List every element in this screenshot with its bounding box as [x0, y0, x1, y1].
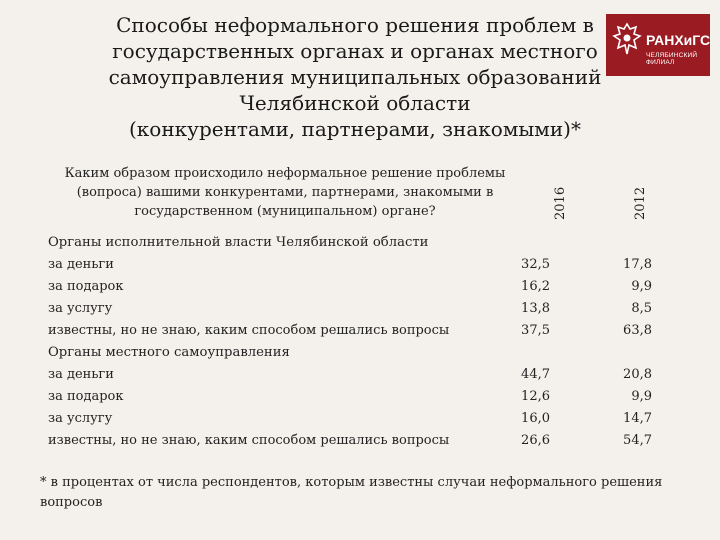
table-row: известны, но не знаю, каким способом решались вопросы 37,5 63,8 — [0, 320, 720, 342]
section-heading: Органы местного самоуправления — [48, 345, 290, 360]
value-2016: 16,2 — [521, 279, 550, 294]
table-row: за деньги 32,5 17,8 — [0, 254, 720, 276]
value-2012: 14,7 — [623, 411, 652, 426]
section-heading: Органы исполнительной власти Челябинской области — [48, 235, 429, 250]
table-row: за услугу 16,0 14,7 — [0, 408, 720, 430]
table-row: известны, но не знаю, каким способом решались вопросы 26,6 54,7 — [0, 430, 720, 452]
ranepa-logo — [606, 14, 710, 76]
logo-branch: ЧЕЛЯБИНСКИЙ ФИЛИАЛ — [646, 52, 698, 66]
eagle-emblem-icon — [612, 22, 642, 56]
value-2016: 37,5 — [521, 323, 550, 338]
value-2012: 9,9 — [631, 389, 652, 404]
column-header-2016: 2016 — [553, 186, 568, 220]
slide-title — [60, 12, 650, 142]
title-line: Челябинской области — [239, 91, 471, 115]
column-header-2012: 2012 — [633, 186, 648, 220]
table-question: Каким образом происходило неформальное решение проблемы (вопроса) вашими конкурентами, партнерами, знакомыми в государственном (муниципальном) органе? — [64, 166, 506, 219]
value-2016: 26,6 — [521, 433, 550, 448]
title-line: Способы неформального решения проблем в — [116, 13, 594, 37]
value-2012: 63,8 — [623, 323, 652, 338]
value-2012: 9,9 — [631, 279, 652, 294]
footnote: * в процентах от числа респондентов, которым известны случаи неформального решения вопросов — [40, 475, 663, 510]
value-2012: 20,8 — [623, 367, 652, 382]
logo-brand: РАНХиГС — [646, 32, 711, 48]
value-2016: 13,8 — [521, 301, 550, 316]
value-2012: 17,8 — [623, 257, 652, 272]
value-2012: 54,7 — [623, 433, 652, 448]
value-2012: 8,5 — [631, 301, 652, 316]
value-2016: 32,5 — [521, 257, 550, 272]
table-row: за деньги 44,7 20,8 — [0, 364, 720, 386]
value-2016: 44,7 — [521, 367, 550, 382]
title-line: самоуправления муниципальных образований — [108, 65, 602, 89]
value-2016: 16,0 — [521, 411, 550, 426]
value-2016: 12,6 — [521, 389, 550, 404]
table-row: за подарок 16,2 9,9 — [0, 276, 720, 298]
title-line: государственных органах и органах местного — [112, 39, 598, 63]
table-row: за услугу 13,8 8,5 — [0, 298, 720, 320]
title-line: (конкурентами, партнерами, знакомыми)* — [129, 117, 581, 141]
table-row: за подарок 12,6 9,9 — [0, 386, 720, 408]
